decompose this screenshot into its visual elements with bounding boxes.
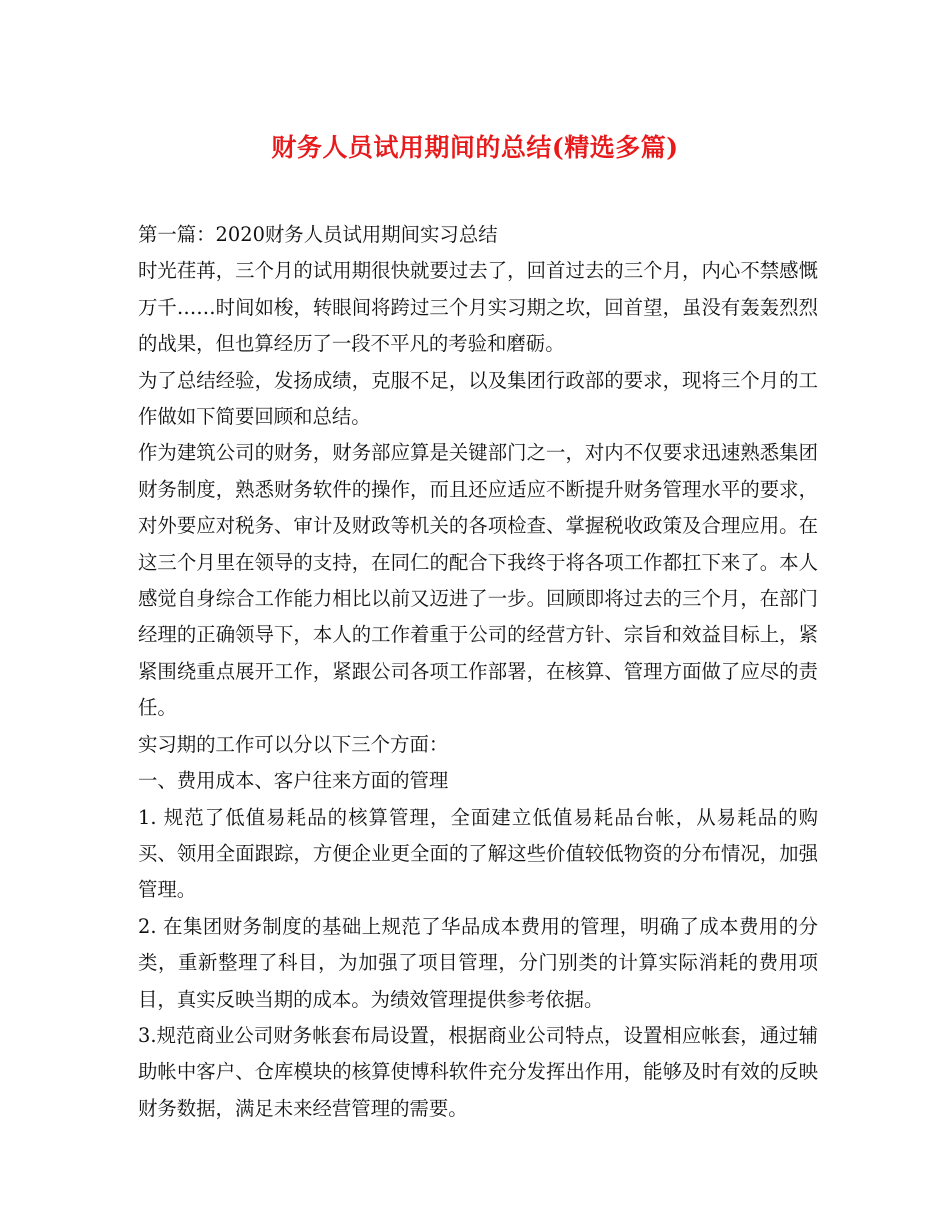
paragraph: 作为建筑公司的财务，财务部应算是关键部门之一，对内不仅要求迅速熟悉集团财务制度，熟悉财务软件的操作，而且还应适应不断提升财务管理水平的要求，对外要应对税务、审计及财政等机关的各项检查、掌握税收政策及合理应用。在这三个月里在领导的支持，在同仁的配合下我终于将各项工作都扛下来了。本人感觉自身综合工作能力相比以前又迈进了一步。回顾即将过去的三个月，在部门经理的正确领导下，本人的工作着重于公司的经营方针、宗旨和效益目标上，紧紧围绕重点展开工作，紧跟公司各项工作部署，在核算、管理方面做了应尽的责任。 [138, 441, 818, 720]
list-item: 1. 规范了低值易耗品的核算管理，全面建立低值易耗品台帐，从易耗品的购买、领用全面跟踪，方便企业更全面的了解这些价值较低物资的分布情况，加强管理。 [138, 805, 818, 902]
subsection-heading: 一、费用成本、客户往来方面的管理 [138, 769, 449, 793]
document-title: 财务人员试用期间的总结(精选多篇) [271, 133, 679, 162]
section-heading: 第一篇：2020财务人员试用期间实习总结 [138, 223, 498, 246]
list-item: 3.规范商业公司财务帐套布局设置，根据商业公司特点，设置相应帐套，通过辅助帐中客户、仓库模块的核算使博科软件充分发挥出作用，能够及时有效的反映财务数据，满足未来经营管理的需要。 [138, 1023, 818, 1120]
paragraph: 实习期的工作可以分以下三个方面： [138, 732, 449, 756]
paragraph: 时光荏苒，三个月的试用期很快就要过去了，回首过去的三个月，内心不禁感慨万千……时间如梭，转眼间将跨过三个月实习期之坎，回首望，虽没有轰轰烈烈的战果，但也算经历了一段不平凡的考验和磨砺。 [138, 259, 818, 356]
paragraph: 为了总结经验，发扬成绩，克服不足，以及集团行政部的要求，现将三个月的工作做如下简要回顾和总结。 [138, 368, 818, 429]
document-body [138, 217, 818, 1127]
list-item: 2. 在集团财务制度的基础上规范了华品成本费用的管理，明确了成本费用的分类，重新整理了科目，为加强了项目管理，分门别类的计算实际消耗的费用项目，真实反映当期的成本。为绩效管理提供参考依据。 [138, 914, 818, 1011]
